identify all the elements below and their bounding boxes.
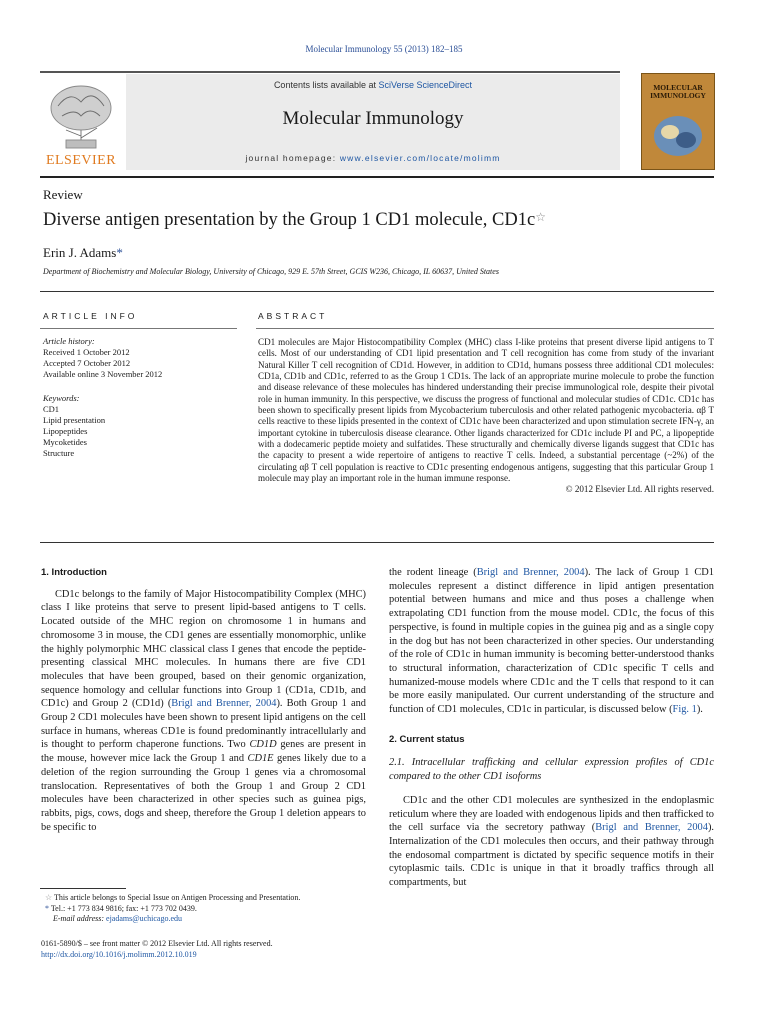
- abstract-end-rule: [40, 542, 714, 543]
- paragraph-text: CD1c belongs to the family of Major Histocompatibility Complex (MHC) class I like proteins that serve to present lipid-based antigens to T cells. Located outside of the MHC region on chromosome 1 in humans and chromosome 3 in mouse, the CD1 genes are essentially monomorphic, unlike the highly polymorphic MHC classical class I genes that encode the peptide-presenting classical MHC molecules. In humans there are five CD1 molecules that have been grouped, based on their genomic organization, sequence homology and cellular functions into Group 1 (CD1a, CD1b, and CD1c) and Group 2 (CD1d) (: [41, 588, 366, 710]
- subsection-heading: 2.1. Intracellular trafficking and cellular expression profiles of CD1c compared to the other CD1 isoforms: [389, 757, 714, 783]
- article-info-heading: ARTICLE INFO: [43, 311, 138, 321]
- gene-name: CD1E: [247, 753, 274, 765]
- keywords: [43, 393, 238, 459]
- footnote-mark: ☆: [45, 893, 53, 902]
- journal-reference-link[interactable]: Molecular Immunology 55 (2013) 182–185: [305, 44, 463, 54]
- journal-homepage: [126, 153, 620, 163]
- footnote-email: [45, 914, 375, 925]
- front-matter: [41, 938, 371, 960]
- author-name: Erin J. Adams: [43, 245, 117, 260]
- keyword: Structure: [43, 448, 75, 458]
- abstract-heading: ABSTRACT: [258, 311, 328, 321]
- homepage-prefix: journal homepage:: [245, 153, 340, 163]
- article-title-text: Diverse antigen presentation by the Group 1 CD1 molecule, CD1c: [43, 210, 536, 230]
- figure-link[interactable]: Fig. 1: [672, 704, 697, 716]
- history-received: Received 1 October 2012: [43, 347, 130, 357]
- keyword: Mycoketides: [43, 437, 87, 447]
- paragraph: [389, 794, 714, 890]
- tree-icon: [51, 86, 111, 148]
- paragraph-text: ). The lack of Group 1 CD1 molecules represent a distinct difference in lipid antigen presentation potential between humans and mice and thus poses a challenge when extrapolating CD1 function from the mouse model. CD1c, the focus of this perspective, is found in multiple copies in the guinea pig and as a single copy in the dog but has not been characterized in other species. Our understanding of the role of CD1c in human immunity is becoming better-understood thanks to structural information, characterization of CD1c specific T cells and humanized-mouse models where CD1c and the T cells that respond to it can be more easily manipulated. Our current understanding of the structure and function of CD1 molecules, CD1c in particular, is discussed below (: [389, 567, 714, 716]
- issn-line: 0161-5890/$ – see front matter © 2012 Elsevier Ltd. All rights reserved.: [41, 939, 273, 948]
- article-info-rule: [40, 328, 237, 329]
- title-footnote-mark[interactable]: ☆: [535, 210, 546, 224]
- history-label: Article history:: [43, 336, 95, 346]
- contents-line: [126, 80, 620, 90]
- journal-title: Molecular Immunology: [282, 108, 464, 129]
- history-accepted: Accepted 7 October 2012: [43, 358, 131, 368]
- abstract-rule: [256, 328, 714, 329]
- abstract-body: [258, 337, 714, 496]
- elsevier-logo: [40, 78, 122, 170]
- body-column-left: [41, 566, 366, 834]
- paragraph-text: the rodent lineage (: [389, 567, 477, 578]
- paragraph-text: genes are present in the mouse, however mice lack the Group 1 and: [41, 739, 366, 765]
- footnote-text: Tel.: +1 773 834 9816; fax: +1 773 702 0439.: [49, 903, 197, 913]
- citation-link[interactable]: Brigl and Brenner, 2004: [171, 698, 277, 710]
- author-footnote-mark[interactable]: *: [116, 245, 123, 260]
- citation-link[interactable]: Brigl and Brenner, 2004: [595, 822, 708, 834]
- footnote-rule: [40, 888, 126, 889]
- article-type: Review: [43, 187, 83, 202]
- body-column-right: [389, 566, 714, 890]
- citation-link[interactable]: Brigl and Brenner, 2004: [476, 567, 585, 578]
- affiliation: Department of Biochemistry and Molecular Biology, University of Chicago, 929 E. 57th Street, GCIS W236, Chicago, IL 60637, United States: [43, 267, 499, 276]
- footnote-mark: *: [45, 903, 49, 913]
- publisher-name: ELSEVIER: [45, 153, 117, 168]
- doi-link[interactable]: http://dx.doi.org/10.1016/j.molimm.2012.10.019: [41, 950, 197, 959]
- footnote-contact: [45, 904, 375, 915]
- paragraph-text: CD1c and the other CD1 molecules are synthesized in the endoplasmic reticulum where they are loaded with endogenous lipids and then trafficked to the cell surface via the secretory pathway (: [389, 794, 714, 834]
- footnotes: [45, 893, 375, 925]
- paragraph: [41, 588, 366, 835]
- paragraph: [389, 566, 714, 717]
- email-link[interactable]: ejadams@uchicago.edu: [106, 914, 183, 923]
- gene-name: CD1D: [249, 739, 277, 751]
- abstract-text: CD1 molecules are Major Histocompatibility Complex (MHC) class I-like proteins that present diverse lipid antigens to T cells. Most of our understanding of CD1 lipid presentation and T cell recognition has come from study of the invariant Natural Killer T cell recognition of CD1d. However, in addition to CD1d, humans possess three additional CD1 molecules: CD1a, CD1b and CD1c, referred to as the Group 1 CD1s. The lack of an appropriate murine molecule to probe the function and disease relevance of these molecules has hindered understanding their precise immunological role, despite their pivotal role in human immunity. In this perspective, we discuss the progress of functional and molecular studies of CD1c. CD1c has been shown to specifically present lipids from Mycobacterium tuberculosis and other related pathogenic mycobacteria. αβ T cells reactive to these lipids presented in the context of CD1c have been characterized and upon stimulation secrete IFN-γ, an important cytokine in tuberculosis disease clearance. Other ligands characterized for CD1c include PI and PC, a lipopeptide with a dodecameric peptide moiety and sulfatides. These structurally and chemically diverse ligands suggest that CD1c has the capacity to present a wide repertoire of antigens to reactive T cells. Indeed, a substantial percentage (~2%) of the circulating αβ T cell population is reactive to CD1c presenting endogenous antigens, suggesting that this particular Group 1 molecule may play an important role in the human immune response.: [258, 337, 715, 484]
- section-heading-current-status: 2. Current status: [389, 733, 465, 745]
- cover-illustration: [648, 108, 708, 163]
- keywords-label: Keywords:: [43, 393, 80, 403]
- keyword: CD1: [43, 404, 60, 414]
- keyword: Lipopeptides: [43, 426, 88, 436]
- footnote-special-issue: [45, 893, 375, 904]
- article-history: [43, 336, 238, 380]
- article-title: [43, 210, 546, 231]
- sciencedirect-link[interactable]: SciVerse ScienceDirect: [378, 80, 473, 90]
- paragraph-text: ).: [696, 704, 703, 716]
- abstract-copyright: © 2012 Elsevier Ltd. All rights reserved.: [565, 484, 714, 495]
- author: [43, 245, 123, 261]
- header-top-rule: [40, 71, 620, 73]
- homepage-link[interactable]: www.elsevier.com/locate/molimm: [339, 153, 501, 163]
- paragraph-text: ). Both Group 1 and Group 2 CD1 molecules have been shown to present lipid antigens on the cell surface in humans, whereas CD1e is found predominantly intracellularly and is thought to perform chaperone functions. Two: [41, 698, 366, 751]
- cover-title: MOLECULAR IMMUNOLOGY: [650, 83, 706, 100]
- paragraph-text: ). Internalization of the CD1 molecules then occurs, and their pathway through the endosomal compartment is dictated by specific sequence motifs in their cytoplasmic tails. CD1c is unique in that it broadly traffics through all compartments, but: [389, 822, 714, 889]
- contents-prefix: Contents lists available at: [273, 80, 379, 90]
- keyword: Lipid presentation: [43, 415, 106, 425]
- section-heading-introduction: 1. Introduction: [41, 567, 107, 578]
- email-label: E-mail address:: [53, 914, 107, 923]
- header-bottom-rule: [40, 176, 714, 178]
- paragraph-text: genes likely due to a deletion of the region surrounding the Group 1 genes via a chromosomal translocation. Representatives of both the Group 1 and Group 2 CD1 molecules have been characterized in other species such as guinea pigs, rabbits, pigs, cows, dogs and sheep, therefore the Group 1 deletion appears to be specific to: [41, 753, 366, 833]
- history-online: Available online 3 November 2012: [43, 369, 163, 379]
- footnote-text: This article belongs to Special Issue on Antigen Processing and Presentation.: [52, 893, 301, 902]
- journal-cover-image[interactable]: [641, 73, 715, 170]
- info-rule: [40, 291, 714, 292]
